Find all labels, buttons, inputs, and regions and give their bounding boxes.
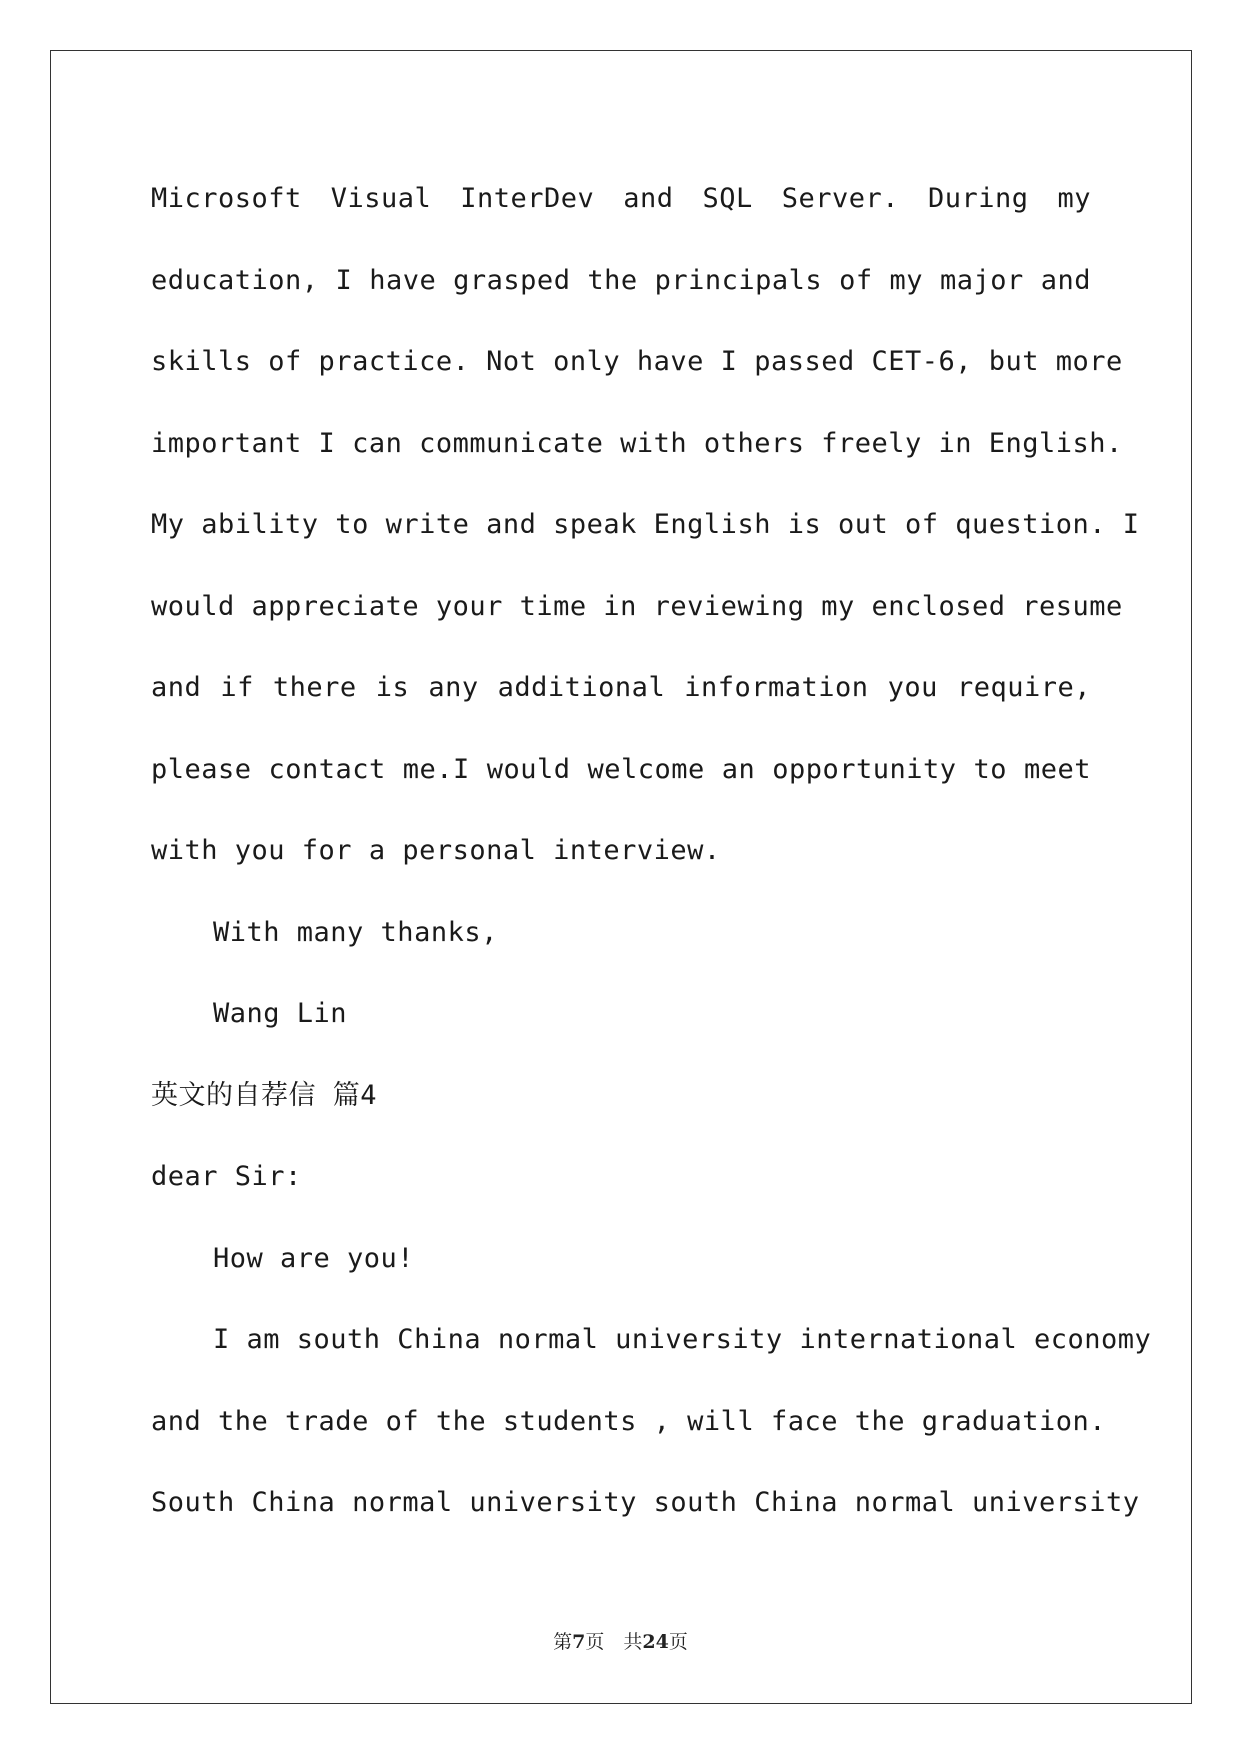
text-line: and the trade of the students , will face the graduation. — [151, 1405, 1107, 1437]
text-line: skills of practice. Not only have I passed CET-6, but more — [151, 346, 1123, 377]
total-pages: 24 — [642, 1631, 669, 1653]
page-footer — [0, 1627, 1241, 1654]
text-line: please contact me.I would welcome an opportunity to meet — [151, 753, 1091, 785]
text-line: would appreciate your time in reviewing my enclosed resume — [151, 590, 1123, 622]
signature-line: Wang Lin — [213, 998, 348, 1029]
closing-line: With many thanks, — [213, 916, 498, 948]
document-body — [151, 158, 1152, 1544]
text-line: education, I have grasped the principals of my major and — [151, 264, 1091, 296]
footer-suffix: 页 — [668, 1631, 688, 1653]
footer-mid: 页 共 — [585, 1631, 643, 1653]
footer-prefix: 第 — [553, 1631, 573, 1653]
section-heading: 英文的自荐信 篇4 — [151, 1079, 378, 1111]
text-line: I am south China normal university international economy — [213, 1324, 1152, 1355]
text-line: My ability to write and speak English is out of question. I — [151, 509, 1140, 540]
text-line: and if there is any additional information you require, — [151, 672, 1091, 703]
text-line: South China normal university south China normal university — [151, 1487, 1140, 1518]
salutation-line: dear Sir: — [151, 1161, 302, 1192]
text-line: important I can communicate with others freely in English. — [151, 427, 1123, 459]
text-line: with you for a personal interview. — [151, 835, 721, 866]
page-number: 7 — [572, 1631, 586, 1653]
greeting-line: How are you! — [213, 1242, 415, 1274]
text-line: Microsoft Visual InterDev and SQL Server. During my — [151, 183, 1091, 214]
